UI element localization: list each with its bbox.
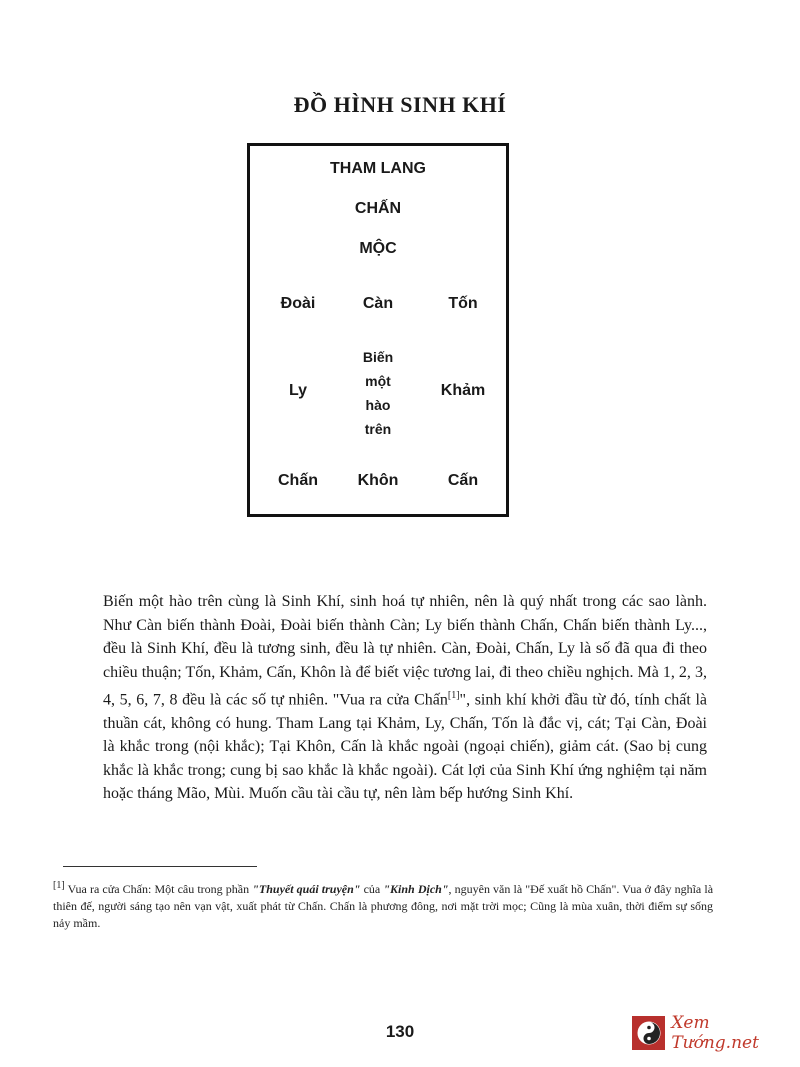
sinh-khi-diagram — [247, 143, 509, 517]
footnote-text-1: Vua ra cửa Chấn: Một câu trong phần — [64, 882, 253, 896]
diagram-ly: Ly — [288, 382, 308, 399]
footnote-quote-2: "Kinh Dịch" — [383, 882, 449, 896]
diagram-center-line-1: Biến — [362, 349, 394, 365]
watermark-text: Xem Tướng.net — [671, 1013, 759, 1053]
footnote-marker: [1] — [53, 880, 65, 891]
footnote-text-3: , nguyên văn là "Đế xuất hồ Chấn". Vua ở đây nghĩa là thiên đế, người sáng tạo nên vạn vật, xuất phát từ Chấn. Chấn là phương đông, nơi mặt trời mọc; Cũng là mùa xuân, thời điểm sự sống nảy mầm. — [53, 882, 714, 930]
diagram-kham: Khảm — [440, 382, 486, 399]
watermark — [632, 1013, 800, 1053]
diagram-center-line-4: trên — [364, 421, 392, 437]
diagram-center-line-3: hào — [365, 397, 391, 413]
body-paragraph — [103, 590, 707, 806]
footnote — [53, 877, 713, 932]
footnote-reference[interactable]: [1] — [447, 690, 460, 701]
diagram-trigram-label: CHẤN — [354, 200, 402, 217]
footnote-text-2: của — [360, 882, 384, 896]
body-text-part-1: Biến một hào trên cùng là Sinh Khí, sinh hoá tự nhiên, nên là quý nhất trong các sao lành. Như Càn biến thành Đoài, Đoài biến thành Càn; Ly biến thành Chấn, Chấn biến thành Ly..., đều là Sinh Khí, đều là tương sinh, đều là tự nhiên. Càn, Đoài, Chấn, Ly là số đã qua đi theo chiều thuận; Tốn, Khảm, Cấn, Khôn là để biết việc tương lai, đi theo chiều nghịch. Mà 1, 2, 3, 4, 5, 6, 7, 8 đều là các số tự nhiên. "Vua ra cửa Chấn — [103, 593, 707, 709]
diagram-element-label: MỘC — [359, 240, 397, 257]
footnote-divider — [63, 866, 257, 867]
diagram-can-bottom: Cấn — [447, 472, 479, 489]
page-number: 130 — [385, 1022, 415, 1041]
footnote-quote-1: "Thuyết quái truyện" — [252, 882, 361, 896]
diagram-chan: Chấn — [278, 472, 318, 489]
diagram-can-center: Càn — [362, 295, 394, 312]
diagram-khon: Khôn — [357, 472, 399, 489]
diagram-doai: Đoài — [280, 295, 316, 312]
diagram-star-label: THAM LANG — [330, 160, 426, 177]
body-text-part-2: ", sinh khí khởi đầu từ đó, tính chất là thuần cát, không có hung. Tham Lang tại Khảm, Ly, Chấn, Tốn là đắc vị, cát; Tại Càn, Đoài là khắc trong (nội khắc); Tại Khôn, Cấn là khắc ngoài (ngoại chiến), giảm cát. (Sao bị cung khắc là khắc trong; cung bị sao khắc là khắc ngoài). Cát lợi của Sinh Khí ứng nghiệm tại năm hoặc tháng Mão, Mùi. Muốn cầu tài cầu tự, nên làm bếp hướng Sinh Khí. — [103, 691, 708, 803]
yin-yang-icon — [632, 1016, 665, 1050]
diagram-center-line-2: một — [365, 373, 391, 389]
diagram-ton: Tốn — [448, 295, 478, 312]
page-title: ĐỒ HÌNH SINH KHÍ — [293, 92, 507, 117]
